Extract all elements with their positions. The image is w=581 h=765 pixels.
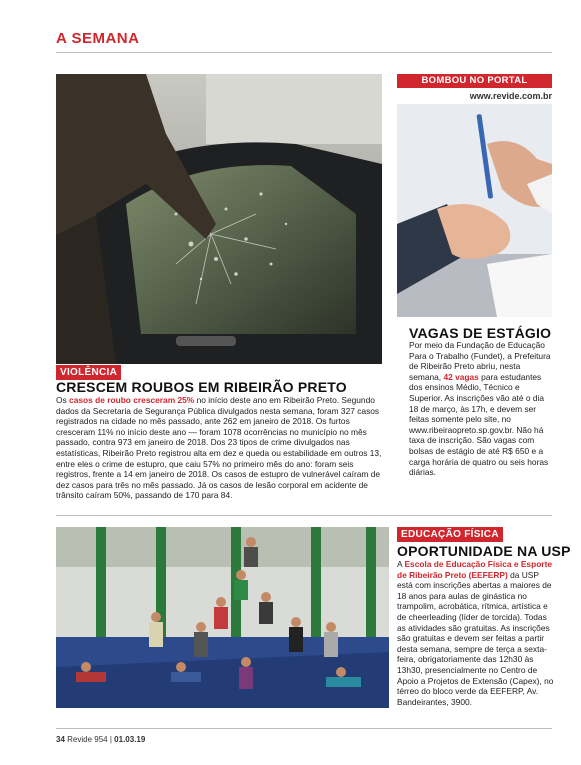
magazine-name: Revide 954 xyxy=(67,735,108,744)
violencia-body xyxy=(56,395,382,501)
educacao-highlight: Escola de Educação Física e Esporte de Ribeirão Preto (EEFERP) xyxy=(397,559,553,580)
educacao-headline: OPORTUNIDADE NA USP xyxy=(397,543,571,559)
portal-header: BOMBOU NO PORTAL xyxy=(397,74,552,88)
educacao-tag: EDUCAÇÃO FÍSICA xyxy=(397,527,503,542)
middle-rule xyxy=(56,515,552,516)
portal-body xyxy=(409,340,552,478)
section-title: A SEMANA xyxy=(56,30,140,47)
gymnastics-photo xyxy=(56,527,389,708)
educacao-body xyxy=(397,559,555,707)
violencia-lead-highlight: casos de roubo cresceram 25% xyxy=(69,395,195,405)
portal-body-b: para estudantes dos ensinos Médio, Técnico e Superior. As inscrições vão até o dia 18 de março, às 17h, e devem ser feitas somente pelo site, no www.ribeiraopreto.sp.gov.br. Não há taxa de inscrição. São vagas com bolsas de estágio de até R$ 650 e a carga horária de quatro ou seis horas diárias. xyxy=(409,371,549,478)
violencia-lead-prefix: Os xyxy=(56,395,70,405)
page-number: 34 xyxy=(56,735,65,744)
portal-body-a: Por meio da Fundação de Educação Para o Trabalho (Fundet), a Prefeitura de Ribeirão Preto abriu, nesta semana, xyxy=(409,340,551,382)
section-rule xyxy=(56,52,552,53)
violencia-body-text: no início deste ano em Ribeirão Preto. Segundo dados da Secretaria de Segurança Pública divulgados nesta semana, foram 327 casos registrados na cidade no mês passado, ante 262 em janeiro de 2018. Os furtos cresceram 11% no início deste ano — foram 1078 ocorrências no município no mês passado, contra 973 em janeiro de 2018. Dos 23 tipos de crime divulgados nas estatísticas, Ribeirão Preto registrou alta em dez e queda ou estabilidade em outros 13, entre eles o crime de estupro, que caiu 57% no primeiro mês do ano: foram seis registros, frente a 14 em janeiro de 2018. Os casos de estupro de vulnerável caíram de dez casos para três no mês passado. Já os casos de lesão corporal em acidente de trânsito caíram 50%, passando de 170 para 84. xyxy=(56,395,382,501)
footer-rule xyxy=(56,728,552,729)
educacao-body-a: A xyxy=(397,559,405,569)
violencia-headline: CRESCEM ROUBOS EM RIBEIRÃO PRETO xyxy=(56,379,347,395)
handshake-pen-photo xyxy=(397,104,552,317)
educacao-body-b: da USP está com inscrições abertas a maiores de 18 anos para aulas de ginástica no trampolim, acrobática, rítmica, artística e de cheerleading (líder de torcida). Todas as atividades são gratuitas. As inscrições são gratuitas e devem ser feitas a partir desta semana, sempre de terça a sexta-feira, obrigatoriamente das 12h30 às 13h30, presencialmente no Centro de Apoio a Projetos de Extensão (Capex), no térreo do bloco verde da EEFERP, Av. Bandeirantes, 3900. xyxy=(397,569,554,707)
footer-separator: | xyxy=(109,735,112,744)
issue-date: 01.03.19 xyxy=(114,735,146,744)
portal-headline: VAGAS DE ESTÁGIO xyxy=(409,325,552,341)
violencia-tag: VIOLÊNCIA xyxy=(56,365,121,380)
portal-highlight: 42 vagas xyxy=(443,371,479,382)
car-window-photo xyxy=(56,74,382,364)
footer xyxy=(56,735,145,744)
portal-url[interactable]: www.revide.com.br xyxy=(469,91,552,101)
